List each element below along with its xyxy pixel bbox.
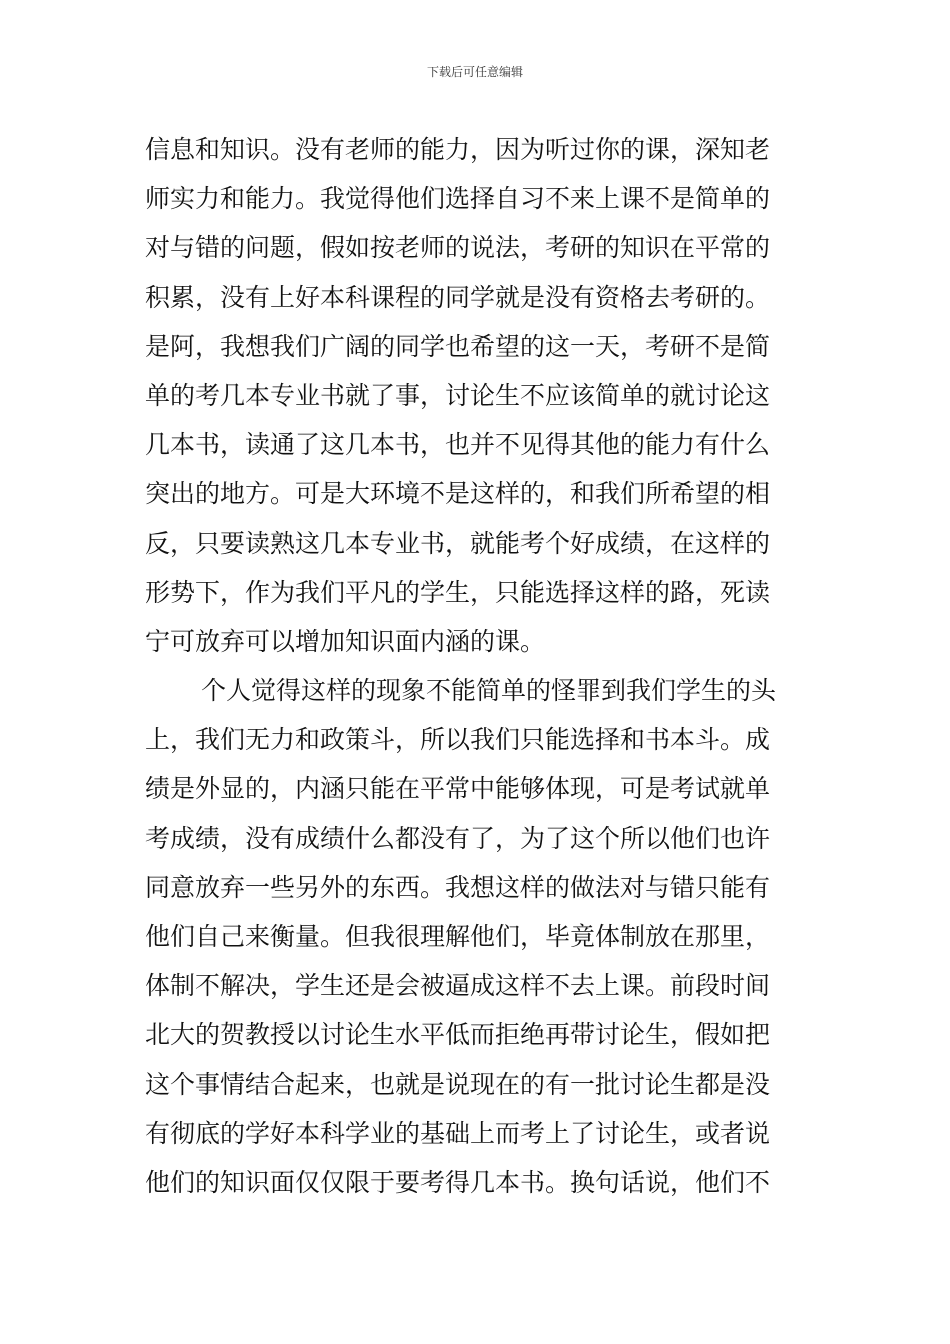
text-line: 信息和知识。没有老师的能力，因为听过你的课，深知老 [145,135,771,164]
text-line: 突出的地方。可是大环境不是这样的，和我们所希望的相 [145,479,771,509]
text-line: 单的考几本专业书就了事，讨论生不应该简单的就讨论这 [145,380,771,410]
text-line: 几本书，读通了这几本书，也并不见得其他的能力有什么 [145,430,771,460]
text-line: 他们的知识面仅仅限于要考得几本书。换句话说，他们不 [145,1167,771,1197]
text-line: 是阿，我想我们广阔的同学也希望的这一天，考研不是简 [145,331,771,361]
text-line: 这个事情结合起来，也就是说现在的有一批讨论生都是没 [145,1069,771,1099]
body-text [145,125,815,1207]
text-line: 北大的贺教授以讨论生水平低而拒绝再带讨论生，假如把 [145,1020,771,1050]
text-line: 形势下，作为我们平凡的学生，只能选择这样的路，死读 [145,577,771,607]
text-line: 体制不解决，学生还是会被逼成这样不去上课。前段时间 [145,971,771,1001]
text-line: 绩是外显的，内涵只能在平常中能够体现，可是考试就单 [145,774,771,804]
text-line: 反，只要读熟这几本专业书，就能考个好成绩，在这样的 [145,528,771,558]
text-line: 宁可放弃可以增加知识面内涵的课。 [145,626,546,656]
text-line: 考成绩，没有成绩什么都没有了，为了这个所以他们也许 [145,823,771,853]
text-line: 同意放弃一些另外的东西。我想这样的做法对与错只能有 [145,872,771,902]
text-line: 有彻底的学好本科学业的基础上而考上了讨论生，或者说 [145,1118,771,1148]
paragraph-first-line: 个人觉得这样的现象不能简单的怪罪到我们学生的头 [201,676,777,706]
text-line: 师实力和能力。我觉得他们选择自习不来上课不是简单的 [145,184,771,214]
text-line: 上，我们无力和政策斗，所以我们只能选择和书本斗。成 [145,725,771,755]
text-line: 积累，没有上好本科课程的同学就是没有资格去考研的。 [145,282,771,312]
text-line: 对与错的问题，假如按老师的说法，考研的知识在平常的 [145,233,771,263]
text-line: 他们自己来衡量。但我很理解他们，毕竟体制放在那里， [145,922,771,951]
page-header: 下载后可任意编辑 [426,65,523,79]
